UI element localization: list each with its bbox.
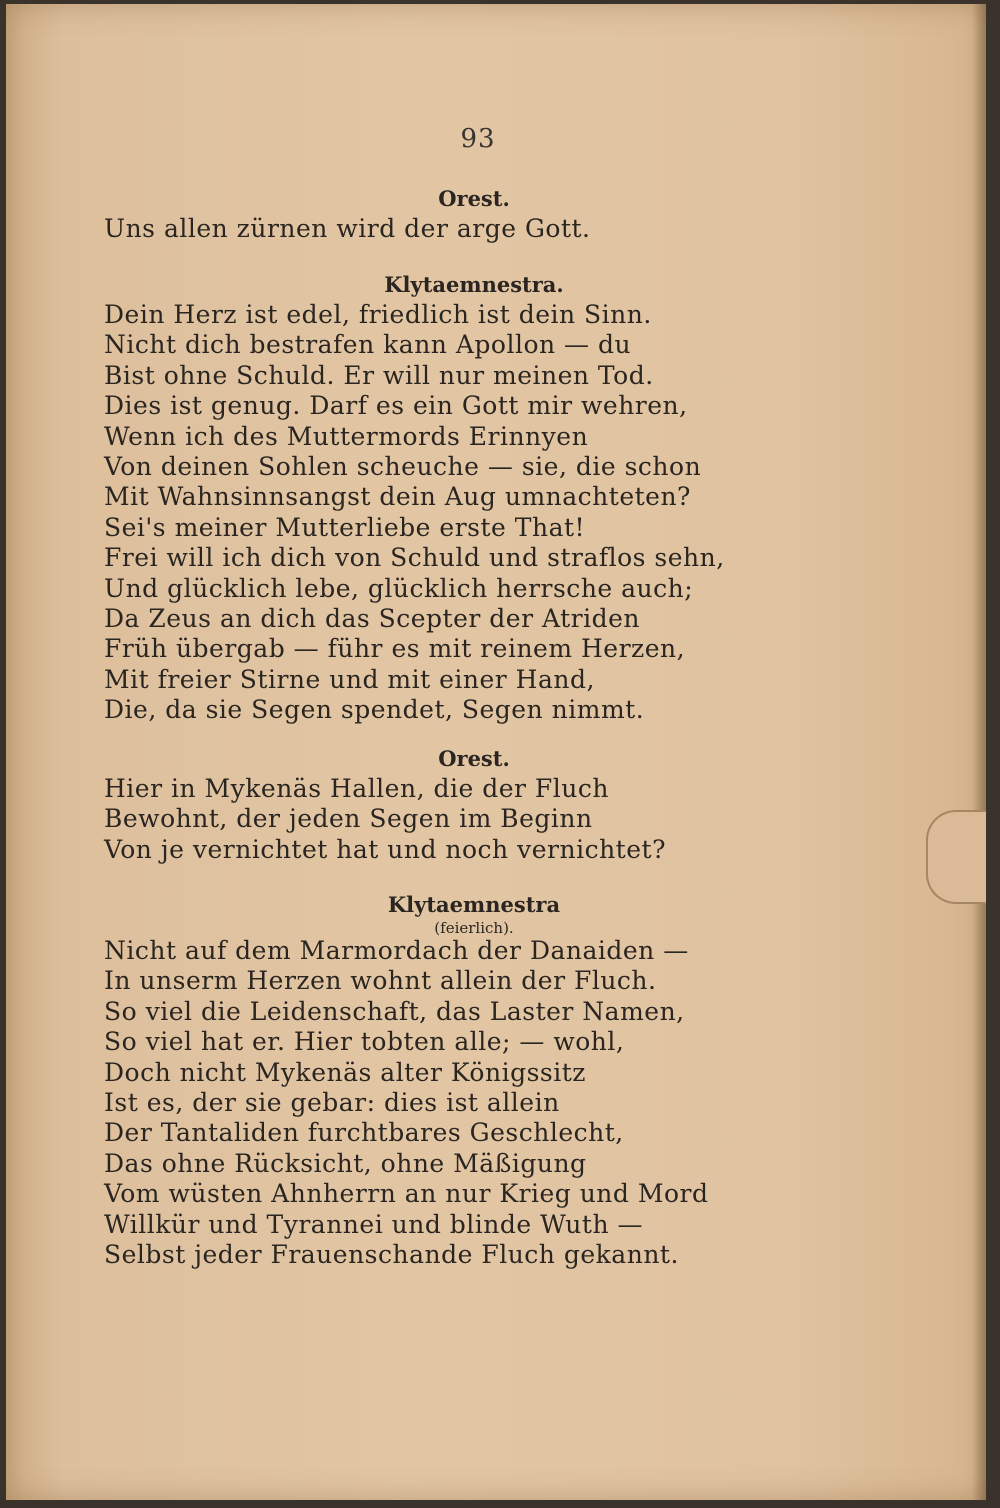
verse-line: Früh übergab — führ es mit reinem Herzen, [104, 634, 686, 664]
verse-line: Und glücklich lebe, glücklich herrsche auch; [104, 573, 694, 603]
verse-line: Ist es, der sie gebar: dies ist allein [104, 1087, 560, 1117]
verse-line: Selbst jeder Frauenschande Fluch gekannt. [104, 1239, 679, 1269]
verse-line: Nicht auf dem Marmordach der Danaiden — [104, 936, 689, 965]
verse-line: Frei will ich dich von Schuld und straflos sehn, [104, 543, 725, 573]
thumb-tab-cutout [926, 810, 986, 904]
verse-line: Dein Herz ist edel, friedlich ist dein Sinn. [104, 300, 652, 329]
speaker-name: Klytaemnestra. [384, 272, 564, 297]
verse-line: Willkür und Tyrannei und blinde Wuth — [104, 1209, 644, 1239]
verse-line: Bewohnt, der jeden Segen im Beginn [104, 804, 593, 834]
verse-line: Doch nicht Mykenäs alter Königssitz [104, 1057, 586, 1087]
speaker-name: Orest. [438, 746, 510, 771]
page-number: 93 [460, 124, 496, 154]
verse-line: Mit Wahnsinnsangst dein Aug umnachteten? [104, 482, 691, 512]
dialogue-section [104, 744, 904, 865]
verse-line: Hier in Mykenäs Hallen, die der Fluch [104, 774, 609, 803]
speaker-name: Klytaemnestra [387, 892, 561, 917]
verse-line: Nicht dich bestrafen kann Apollon — du [104, 330, 632, 360]
book-page [6, 4, 986, 1500]
verse-line: So viel die Leidenschaft, das Laster Namen, [104, 996, 685, 1026]
verse-line: Das ohne Rücksicht, ohne Mäßigung [104, 1148, 587, 1178]
verse-line: Der Tantaliden furchtbares Geschlecht, [104, 1118, 624, 1148]
dialogue-section [104, 184, 904, 244]
verse-line: Bist ohne Schuld. Er will nur meinen Tod. [104, 360, 654, 390]
page-edge-shadow [972, 4, 986, 1500]
verse-line: Von deinen Sohlen scheuche — sie, die schon [104, 451, 702, 481]
verse-line: Wenn ich des Muttermords Erinnyen [104, 421, 589, 451]
verse-line: Mit freier Stirne und mit einer Hand, [104, 664, 595, 694]
verse-line: Sei's meiner Mutterliebe erste That! [104, 512, 586, 542]
verse-line: Vom wüsten Ahnherrn an nur Krieg und Mord [104, 1179, 709, 1209]
verse-line: So viel hat er. Hier tobten alle; — wohl, [104, 1027, 625, 1057]
speaker-name: Orest. [438, 186, 510, 211]
verse-line: Uns allen zürnen wird der arge Gott. [104, 214, 591, 243]
verse-line: Von je vernichtet hat und noch vernichtet? [104, 834, 666, 864]
verse-line: Die, da sie Segen spendet, Segen nimmt. [104, 695, 645, 725]
verse-line: Da Zeus an dich das Scepter der Atriden [104, 603, 640, 633]
verse-line: Dies ist genug. Darf es ein Gott mir wehren, [104, 391, 688, 421]
stage-direction: (feierlich). [434, 919, 514, 937]
dialogue-section [104, 270, 904, 725]
dialogue-section [104, 890, 904, 1270]
verse-line: In unserm Herzen wohnt allein der Fluch. [104, 966, 657, 996]
